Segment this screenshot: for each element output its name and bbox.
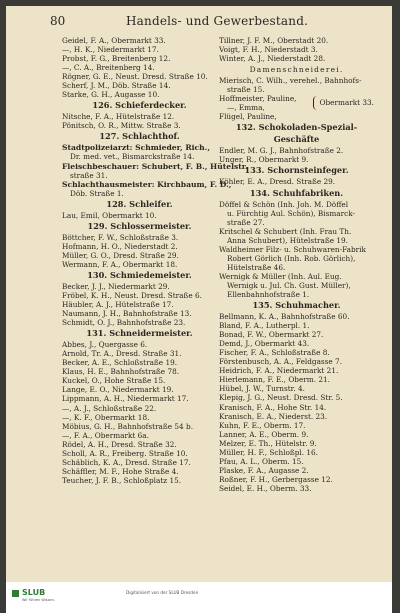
entry-line: Hierlemann, F. E., Oberm. 21.: [219, 375, 330, 385]
page-header: [6, 14, 392, 34]
entry-line: Seidel, E. H., Oberm. 33.: [219, 483, 312, 493]
entry-line: Lau, Emil, Obermarkt 10.: [62, 210, 157, 220]
logo-subtitle: Wir führen Wissen.: [22, 598, 55, 602]
entry-line: Heidrich, F. A., Niedermarkt 21.: [219, 366, 339, 376]
entry-line-bold: Schlachthausmeister: Kirchbaum, F. D.,: [62, 179, 232, 189]
entry-line: Förstenbusch, A. A., Feldgasse 7.: [219, 357, 343, 367]
entry-line: Demd, J., Obermarkt 43.: [219, 339, 310, 349]
entry-line: Tillner, J. F. M., Oberstadt 20.: [219, 36, 329, 45]
entry-line: Böttcher, F. W., Schloßstraße 3.: [62, 232, 179, 242]
right-column: [219, 36, 374, 493]
entry-line: Kritschel & Schubert (Inh. Frau Th.: [219, 226, 352, 236]
section-heading: Geschäfte: [273, 134, 320, 145]
entry-line: Bellmann, K. A., Bahnhofstraße 60.: [219, 312, 350, 322]
entry-line: —, K. F., Obermarkt 18.: [62, 412, 150, 422]
entry-line-bold: Fleischbeschauer: Schubert, F. B., Hütelstr.: [62, 161, 248, 171]
entry-line: Kranisch, E. A., Niederst. 23.: [219, 411, 328, 421]
entry-line: Hofmann, H. O., Niederstadt 2.: [62, 241, 178, 251]
entry-continuation: straße 27.: [227, 217, 265, 227]
entry-continuation: Döb. Straße 1.: [70, 188, 124, 198]
entry-line: Pönitsch, O. R., Mittw. Straße 3.: [62, 121, 181, 131]
page-number: 80: [50, 14, 66, 28]
logo-mark-icon: [12, 590, 19, 597]
document-page: [6, 6, 392, 582]
entry-line: Wernigk & Müller (Inh. Aul. Eug.: [219, 271, 342, 281]
entry-line: Arnold, Tr. A., Dresd. Straße 31.: [62, 349, 182, 359]
section-heading: 126. Schieferdecker.: [92, 100, 187, 111]
entry-line: Klepig, J. G., Neust. Dresd. Str. 5.: [219, 393, 343, 403]
entry-line: Müller, H. F., Schloßpl. 16.: [219, 447, 319, 457]
entry-line: Kuckel, O., Hohe Straße 15.: [62, 376, 166, 386]
entry-line: Lippmann, A. H., Niedermarkt 17.: [62, 394, 189, 404]
entry-line: Geidel, F. A., Obermarkt 33.: [62, 36, 166, 45]
entry-line: Schäffler, M. F., Hohe Straße 4.: [62, 466, 179, 476]
entry-line: Köhler, E. A., Dresd. Straße 29.: [219, 177, 336, 187]
entry-continuation: straße 15.: [227, 85, 265, 95]
entry-line: Lanner, A. E., Oberm. 9.: [219, 429, 309, 439]
entry-line: Naumann, J. H., Bahnhofstraße 13.: [62, 309, 192, 319]
entry-line: Müller, G. O., Dresd. Straße 29.: [62, 250, 179, 260]
entry-line: Bland, F. A., Lutherpl. 1.: [219, 321, 310, 331]
entry-line: Fröbel, K. H., Neust. Dresd. Straße 6.: [62, 290, 202, 300]
entry-line: Pfau, A. L., Oberm. 15.: [219, 456, 304, 466]
section-heading: 135. Schuhmacher.: [252, 300, 341, 311]
entry-line: Probst, F. G., Breitenberg 12.: [62, 54, 171, 64]
section-heading: 128. Schleifer.: [106, 198, 173, 209]
entry-line: Hoffmeister, Pauline,: [219, 94, 297, 104]
entry-line: Wermann, F. A., Obermarkt 18.: [62, 259, 178, 269]
section-heading: 133. Schornsteinfeger.: [244, 165, 349, 176]
entry-line: Becker, A. E., Schloßstraße 19.: [62, 358, 178, 368]
entry-line: —, Emma,: [227, 103, 265, 113]
entry-line: Fischer, F. A., Schloßstraße 8.: [219, 348, 330, 358]
section-heading: 127. Schlachthof.: [99, 131, 180, 142]
entry-line: Endler, M. G. J., Bahnhofstraße 2.: [219, 146, 344, 156]
entry-line: Voigt, F. H., Niederstadt 3.: [219, 45, 318, 55]
entry-line: —, H. K., Niedermarkt 17.: [62, 45, 159, 55]
entry-line: Schäblich, K. A., Dresd. Straße 17.: [62, 457, 191, 467]
entry-line: Waldheimer Filz- u. Schuhwaren-Fabrik: [219, 244, 366, 254]
entry-line: —, A. J., Schloßstraße 22.: [62, 403, 157, 413]
entry-line: Winter, A. J., Niederstadt 28.: [219, 54, 326, 64]
entry-line: Klaus, H. E., Bahnhofstraße 78.: [62, 367, 180, 377]
entry-line: Rödel, A. H., Dresd. Straße 32.: [62, 439, 177, 449]
entry-line: Lange, E. O., Niedermarkt 19.: [62, 385, 174, 395]
entry-line: Becker, J. J., Niedermarkt 29.: [62, 281, 170, 291]
entry-line: Rögner, G. E., Neust. Dresd. Straße 10.: [62, 72, 208, 82]
entry-line: Hübel, J. W., Turnstr. 4.: [219, 384, 305, 394]
entry-line: Starke, G. H., Augasse 10.: [62, 90, 160, 100]
entry-line: Döffel & Schön (Inh. Joh. M. Döffel: [219, 199, 349, 209]
entry-continuation: u. Fürchtig Aul. Schön), Bismarck-: [227, 208, 355, 218]
entry-line: Mierisch, C. Wilh., verehel., Bahnhofs-: [219, 76, 362, 86]
entry-continuation: Ellenbahnhofstraße 1.: [227, 289, 310, 299]
entry-line: Möbius, G. H., Bahnhofstraße 54 b.: [62, 421, 194, 431]
entry-line: Unger, R., Obermarkt 9.: [219, 155, 309, 165]
section-heading: 132. Schokoladen-Spezial-: [235, 122, 358, 133]
section-heading: 129. Schlossermeister.: [87, 220, 192, 231]
entry-continuation: straße 31.: [70, 170, 108, 180]
logo-text: SLUB: [22, 588, 46, 597]
entry-line: Häubler, A. J., Hütelstraße 17.: [62, 300, 174, 310]
section-heading: 130. Schmiedemeister.: [87, 269, 192, 280]
entry-line: Flügel, Pauline,: [219, 112, 277, 122]
subsection-heading: Damenschneiderei.: [249, 65, 344, 75]
brace-address: Obermarkt 33.: [320, 94, 375, 112]
entry-line: Plaske, F. A., Augasse 2.: [219, 465, 309, 475]
entry-line: Teucher, J. F. B., Schloßplatz 15.: [62, 475, 182, 485]
entry-line: —, C. A., Breitenberg 14.: [62, 63, 155, 73]
entry-line: Kuhn, F. E., Oberm. 17.: [219, 420, 306, 430]
entry-line: Schmidt, O. J., Bahnhofstraße 23.: [62, 318, 186, 328]
entry-continuation: Anna Schubert), Hütelstraße 19.: [227, 235, 348, 245]
digitization-credit: Digitalisiert von der SLUB Dresden: [126, 590, 199, 595]
entry-line: Abbes, J., Quergasse 6.: [62, 340, 148, 350]
entry-line: Scherf, J. M., Döb. Straße 14.: [62, 81, 171, 91]
entry-line-bold: Stadtpolizeiarzt: Schmieder, Rich.,: [62, 143, 210, 153]
section-heading: 131. Schneidermeister.: [86, 328, 193, 339]
entry-continuation: Robert Görlich (Inh. Rob. Görlich),: [227, 253, 356, 263]
page-title: Handels- und Gewerbestand.: [126, 14, 309, 28]
entry-line: Bonad, F. W., Obermarkt 27.: [219, 330, 324, 340]
section-heading: 134. Schuhfabriken.: [249, 187, 344, 198]
entry-continuation: Dr. med. vet., Bismarckstraße 14.: [70, 152, 195, 162]
entry-line: Nitsche, F. A., Hütelstraße 12.: [62, 112, 175, 122]
entry-line: Kranisch, F. A., Hohe Str. 14.: [219, 402, 327, 412]
entry-line: Roßner, F. H., Gerbergasse 12.: [219, 474, 333, 484]
entry-continuation: Hütelstraße 46.: [227, 262, 286, 272]
grouped-entry: [219, 94, 374, 112]
entry-line: Scholl, A. R., Freiberg. Straße 10.: [62, 448, 188, 458]
entry-continuation: Wernigk u. Jul. Ch. Gust. Müller),: [227, 280, 351, 290]
slub-logo[interactable]: [12, 588, 55, 608]
viewer-footer: [6, 582, 392, 613]
entry-line: —, F. A., Obermarkt 6a.: [62, 430, 149, 440]
entry-line: Melzer, E. Th., Hütelstr. 9.: [219, 438, 317, 448]
